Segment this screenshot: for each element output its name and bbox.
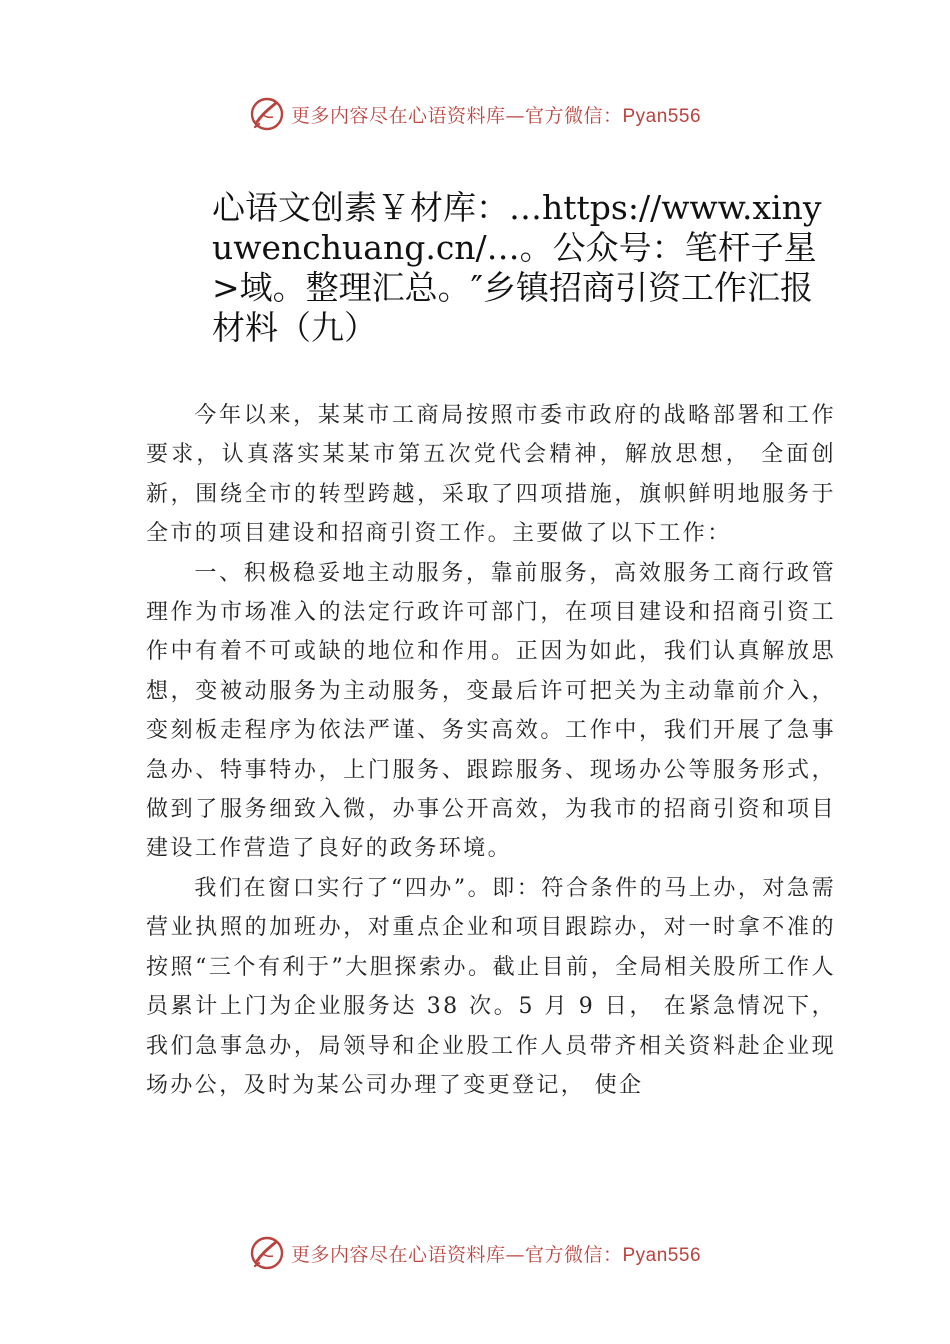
footer-banner-text xyxy=(291,1240,701,1267)
footer-banner-label: 更多内容尽在心语资料库—官方微信： xyxy=(290,1243,623,1266)
footer-wechat-id: Pyan556 xyxy=(622,1244,702,1266)
pen-seal-icon xyxy=(249,96,285,132)
header-wechat-id: Pyan556 xyxy=(622,105,702,127)
header-banner xyxy=(0,94,950,134)
document-body xyxy=(146,396,836,1105)
paragraph: 今年以来，某某市工商局按照市委市政府的战略部署和工作要求，认真落实某某市第五次党代会精神，解放思想， 全面创新，围绕全市的转型跨越，采取了四项措施，旗帜鲜明地服务于全市的项目建设和招商引资工作。主要做了以下工作： xyxy=(146,403,836,547)
document-title: 心语文创素￥材库：…https://www.xinyuwenchuang.cn/…。公众号：笔杆子星>域。整理汇总。″乡镇招商引资工作汇报材料（九） xyxy=(212,188,822,347)
header-banner-text xyxy=(291,101,701,128)
header-banner-label: 更多内容尽在心语资料库—官方微信： xyxy=(290,104,623,127)
paragraph: 一、积极稳妥地主动服务，靠前服务，高效服务工商行政管理作为市场准入的法定行政许可部门，在项目建设和招商引资工作中有着不可或缺的地位和作用。正因为如此，我们认真解放思想，变被动服务为主动服务，变最后许可把关为主动靠前介入，变刻板走程序为依法严谨、务实高效。工作中，我们开展了急事急办、特事特办，上门服务、跟踪服务、现场办公等服务形式，做到了服务细致入微，办事公开高效，为我市的招商引资和项目建设工作营造了良好的政务环境。 xyxy=(146,560,836,862)
paragraph: 我们在窗口实行了“四办”。即：符合条件的马上办，对急需营业执照的加班办，对重点企业和项目跟踪办，对一时拿不准的按照“三个有利于”大胆探索办。截止目前，全局相关股所工作人员累计上门为企业服务达 38 次。5 月 9 日， 在紧急情况下，我们急事急办，局领导和企业股工作人员带齐相关资料赴企业现场办公，及时为某公司办理了变更登记， 使企 xyxy=(146,875,836,1098)
footer-banner xyxy=(0,1233,950,1273)
pen-seal-icon xyxy=(249,1235,285,1271)
